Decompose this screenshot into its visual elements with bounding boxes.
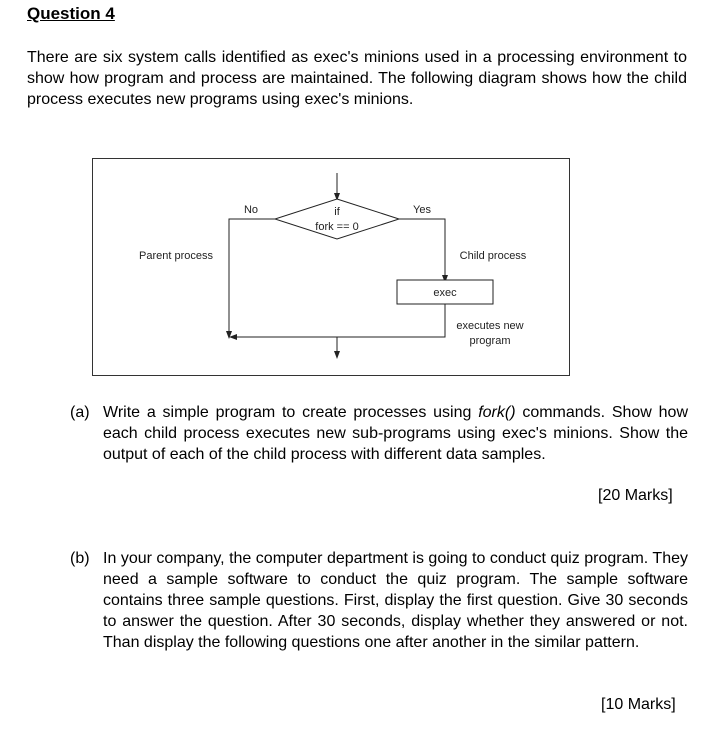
part-a-fork-text: fork(): [478, 404, 516, 421]
exec-label: exec: [433, 287, 457, 299]
part-a: [70, 402, 688, 465]
part-a-text-start: Write a simple program to create processes using: [103, 404, 479, 421]
part-b: [70, 548, 688, 653]
no-label: No: [243, 204, 259, 216]
part-b-label: (b): [70, 550, 90, 567]
part-a-text-end: commands. Show how each child process executes new sub-programs using exec's minions. Show the output of each of the child process with different data samples.: [103, 404, 689, 463]
executes-label-line1: executes new: [456, 320, 524, 332]
question-intro: There are six system calls identified as exec's minions used in a processing environment to show how program and process are maintained. The following diagram shows how the child process executes new programs using exec's minions.: [27, 49, 687, 108]
question-heading: Question 4: [27, 4, 115, 23]
part-b-marks: [10 Marks]: [601, 696, 676, 713]
part-a-label: (a): [70, 404, 90, 421]
child-process-label: Child process: [459, 250, 527, 262]
decision-text-condition: fork == 0: [315, 221, 359, 233]
part-a-text: [103, 402, 688, 465]
part-a-marks: [20 Marks]: [598, 487, 673, 504]
parent-process-label: Parent process: [139, 250, 213, 262]
exec-flow-diagram: [92, 158, 570, 376]
decision-diamond: [275, 199, 399, 239]
part-b-text: In your company, the computer department is going to conduct quiz program. They need a sample software to conduct the quiz program. The sample software contains three sample questions. First, display the first question. Give 30 seconds to answer the question. After 30 seconds, display whether they answered or not. Than display the following questions one after another in the similar pattern.: [103, 550, 688, 651]
yes-branch-line: [399, 219, 445, 279]
merge-line: [233, 304, 445, 337]
no-branch-line: [229, 219, 275, 335]
decision-text-if: if: [334, 206, 340, 218]
executes-label-line2: program: [469, 335, 511, 347]
yes-label: Yes: [413, 204, 431, 216]
flowchart-svg: [93, 159, 571, 377]
